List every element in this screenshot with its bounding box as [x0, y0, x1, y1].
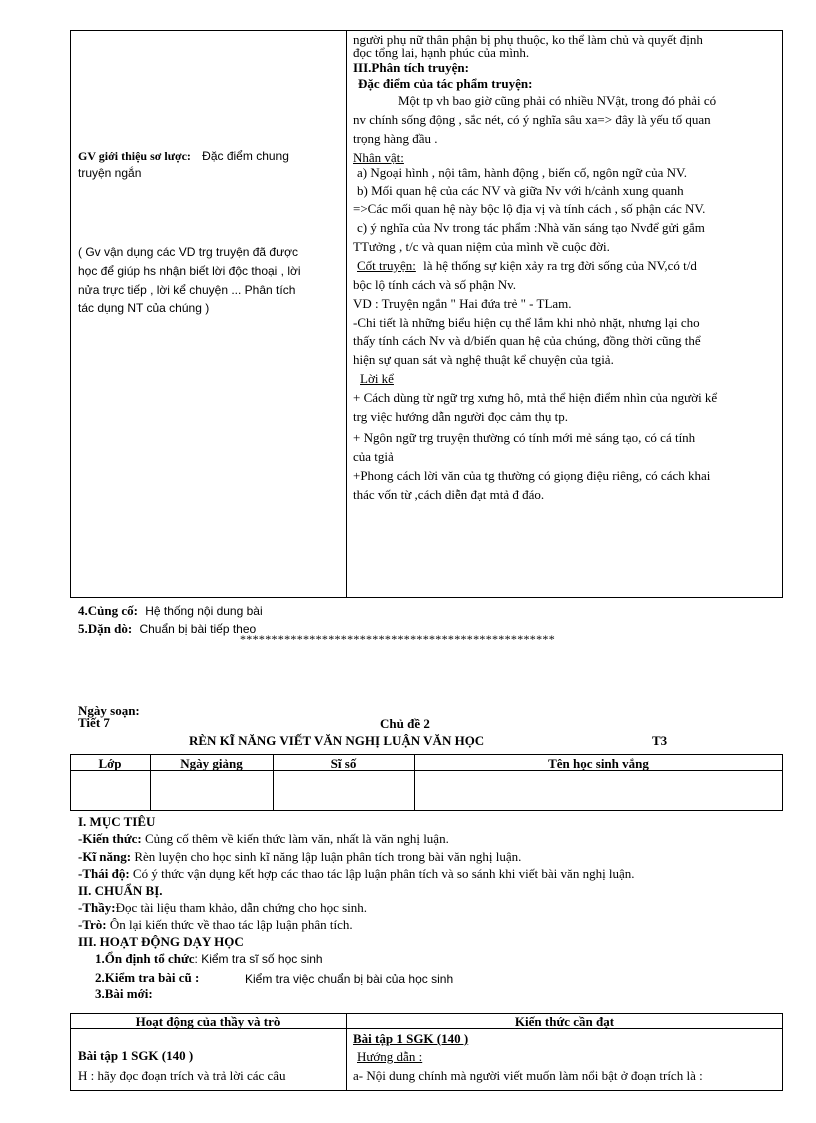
- th-si-so: Sĩ số: [330, 756, 357, 771]
- ngay-soan: Ngày soạn:: [78, 703, 140, 718]
- dan-do: 5.Dặn dò: Chuẩn bị bài tiếp theo: [78, 621, 257, 636]
- prep-teacher: -Thầy:Đọc tài liệu tham khảo, dẫn chứng cho học sinh.: [78, 900, 368, 915]
- ct-line-2: VD : Truyện ngắn " Hai đứa trẻ " - TLam.: [353, 296, 572, 311]
- left-exercise-text: H : hãy đọc đoạn trích và trả lời các câu: [78, 1068, 286, 1083]
- th-ngay-giang: Ngày giảng: [180, 756, 243, 771]
- activity-3: 3.Bài mới:: [95, 986, 153, 1001]
- gv-intro: GV giới thiệu sơ lược: Đặc điểm chung: [78, 149, 289, 163]
- sub-heading: Đặc điểm của tác phẩm truyện:: [358, 76, 533, 91]
- right-exercise-text: a- Nội dung chính mà người viết muốn làm nổi bật ở đoạn trích là :: [353, 1068, 703, 1083]
- nv-label: Nhân vật:: [353, 150, 404, 165]
- th-ten-hs-vang: Tên học sinh vắng: [548, 756, 649, 771]
- ct-line-4: thấy tính cách Nv và d/biến quan hệ của chúng, đồng thời cũng thể: [353, 333, 701, 348]
- objective-knowledge: -Kiến thức: Củng cố thêm về kiến thức làm văn, nhất là văn nghị luận.: [78, 831, 449, 846]
- objective-attitude: -Thái độ: Có ý thức vận dụng kết hợp các thao tác lập luận phân tích và so sánh khi viết bài văn nghị luận.: [78, 866, 635, 881]
- chu-de: Chủ đề 2: [380, 716, 430, 731]
- lk-label: Lời kể: [360, 371, 394, 386]
- prep-heading: II. CHUẨN BỊ.: [78, 883, 163, 898]
- lk-line-3: + Ngôn ngữ trg truyện thường có tính mới mẻ sáng tạo, có cá tính: [353, 430, 696, 445]
- section-heading: III.Phân tích truyện:: [353, 60, 469, 75]
- note-line-4: tác dụng NT của chúng ): [78, 301, 210, 315]
- note-line-3: nửa trực tiếp , lời kể chuyện ... Phân tích: [78, 283, 296, 297]
- lesson-title: RÈN KĨ NĂNG VIẾT VĂN NGHỊ LUẬN VĂN HỌC: [189, 733, 485, 748]
- objective-skill: -Kĩ năng: Rèn luyện cho học sinh kĩ năng lập luận phân tích trong bài văn nghị luận.: [78, 849, 522, 864]
- th-lop: Lớp: [98, 756, 122, 771]
- nv-line-2: b) Mối quan hệ của các NV và giữa Nv với h/cảnh xung quanh: [357, 183, 684, 198]
- nv-line-1: a) Ngoại hình , nội tâm, hành động , biến cố, ngôn ngữ của NV.: [357, 165, 687, 180]
- lk-line-2: trg việc hướng dẫn người đọc cảm thụ tp.: [353, 409, 568, 424]
- cung-co: 4.Củng cố: Hệ thống nội dung bài: [78, 603, 263, 618]
- separator: **************************************************: [240, 632, 555, 646]
- activity-2-text: Kiểm tra việc chuẩn bị bài của học sinh: [245, 972, 454, 986]
- ct-line-3: -Chi tiết là những biểu hiện cụ thể lắm khi nhỏ nhặt, nhưng lại cho: [353, 315, 700, 330]
- ct-line-5: hiện sự quan sát và nghệ thuật kể chuyện của tgiả.: [353, 352, 614, 367]
- right-exercise-title: Bài tập 1 SGK (140 ): [353, 1031, 469, 1046]
- activity-2: 2.Kiểm tra bài cũ :: [95, 970, 200, 985]
- ct-line-0: Cốt truyện: là hệ thống sự kiện xảy ra trg đời sống của NV,có t/d: [357, 258, 697, 273]
- note-line-2: học để giúp hs nhận biết lời độc thoại , lời: [78, 264, 301, 278]
- nv-line-5: TTưởng , t/c và quan niệm của mình về cuộc đời.: [353, 239, 610, 254]
- activity-1: 1.Ổn định tổ chức: Kiểm tra sĩ số học sinh: [95, 951, 323, 966]
- intro-line-1: người phụ nữ thân phận bị phụ thuộc, ko thể làm chủ và quyết định: [353, 32, 703, 47]
- lk-line-1: + Cách dùng từ ngữ trg xưng hô, mtả thể hiện điểm nhìn của người kể: [353, 390, 718, 405]
- gv-intro-cont: truyện ngắn: [78, 166, 142, 180]
- right-guide-label: Hướng dẫn :: [357, 1049, 423, 1064]
- th-kien-thuc: Kiến thức cần đạt: [514, 1014, 615, 1029]
- th-hoat-dong: Hoạt động của thầy và trò: [135, 1014, 281, 1029]
- para1-line-3: trọng hàng đầu .: [353, 131, 438, 146]
- left-exercise-title: Bài tập 1 SGK (140 ): [78, 1048, 194, 1063]
- activities-heading: III. HOẠT ĐỘNG DẠY HỌC: [78, 934, 244, 949]
- prep-student: -Trò: Ôn lại kiến thức về thao tác lập luận phân tích.: [78, 917, 353, 932]
- tiet: Tiết 7: [78, 715, 110, 730]
- lk-line-5: +Phong cách lời văn của tg thường có giọng điệu riêng, có cách khai: [353, 468, 711, 483]
- top-table-divider: [346, 30, 347, 598]
- nv-line-4: c) ý nghĩa của Nv trong tác phẩm :Nhà văn sáng tạo Nvđể gửi gắm: [357, 220, 705, 235]
- lk-line-4: của tgiả: [353, 449, 394, 464]
- nv-line-3: =>Các mối quan hệ này bộc lộ địa vị và tính cách , số phận các NV.: [353, 201, 706, 216]
- lk-line-6: thác vốn từ ,cách diễn đạt mtả đ đáo.: [353, 487, 545, 502]
- lesson-code: T3: [652, 733, 668, 748]
- ct-line-1: bộc lộ tính cách và số phận Nv.: [353, 277, 517, 292]
- note-line-1: ( Gv vận dụng các VD trg truyện đã được: [78, 245, 299, 259]
- objectives-heading: I. MỤC TIÊU: [78, 814, 156, 829]
- para1-line-2: nv chính sống động , sắc nét, có ý nghĩa sâu xa=> đây là yếu tố quan: [353, 112, 711, 127]
- para1-line-1: Một tp vh bao giờ cũng phải có nhiều NVật, trong đó phải có: [398, 93, 717, 108]
- intro-line-2: đọc tổng lai, hạnh phúc của mình.: [353, 45, 530, 60]
